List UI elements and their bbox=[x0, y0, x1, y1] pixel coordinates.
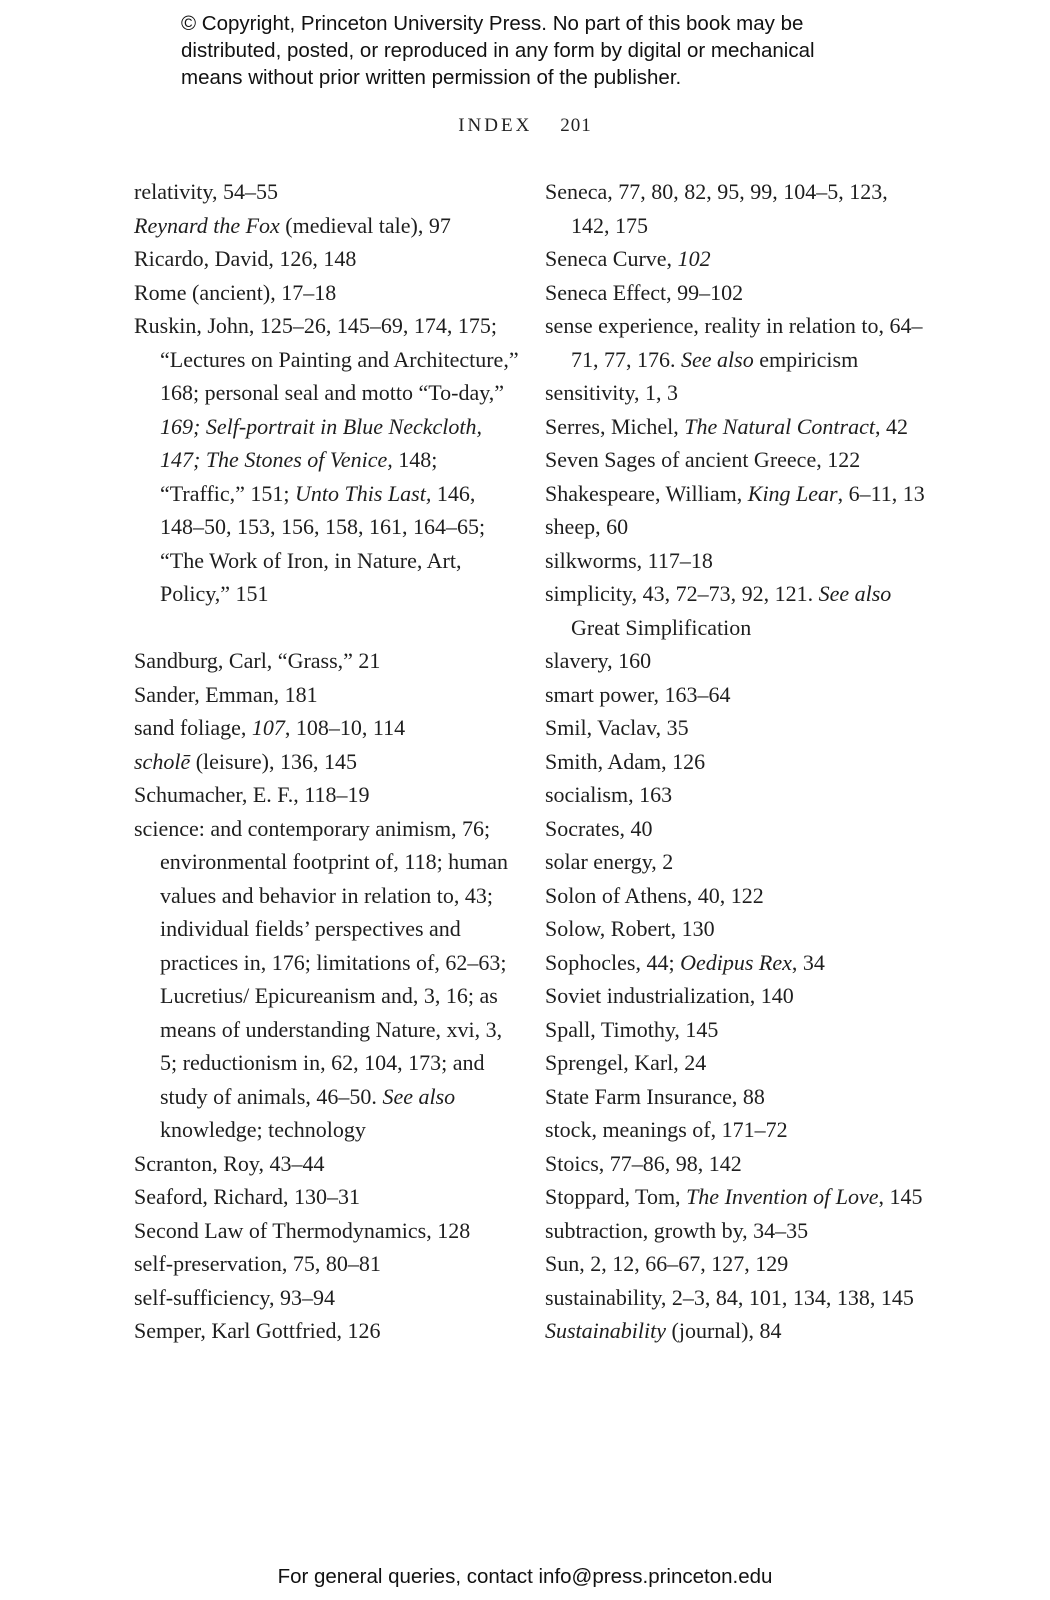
index-entry: smart power, 163–64 bbox=[545, 681, 731, 707]
index-entry: Spall, Timothy, 145 bbox=[545, 1016, 719, 1042]
index-entry: Shakespeare, William, King Lear, 6–11, 13 bbox=[545, 480, 925, 506]
index-entry: science: and contemporary animism, 76; environmental footprint of, 118; human values and behavior in relation to, 43; individual fields’ perspectives and practices in, 176; limitations of, 62–63; Lucretius/ Epicureanism and, 3, 16; as means of understanding Nature, xvi, 3, 5; reductionism in, 62, 104, 173; and study of animals, 46–50. See also knowledge; technology bbox=[134, 815, 509, 1142]
index-entry: Reynard the Fox (medieval tale), 97 bbox=[134, 212, 451, 238]
running-head bbox=[0, 115, 1050, 137]
copyright-line: distributed, posted, or reproduced in any form by digital or mechanical bbox=[181, 39, 815, 62]
index-entry: Sander, Emman, 181 bbox=[134, 681, 318, 707]
index-entry: Stoics, 77–86, 98, 142 bbox=[545, 1150, 742, 1176]
index-entry: sustainability, 2–3, 84, 101, 134, 138, 145 bbox=[545, 1284, 914, 1310]
index-entry: Serres, Michel, The Natural Contract, 42 bbox=[545, 413, 908, 439]
index-entry: Stoppard, Tom, The Invention of Love, 145 bbox=[545, 1184, 923, 1209]
index-entry: sense experience, reality in relation to, 64–71, 77, 176. See also empiricism bbox=[545, 313, 923, 372]
index-entry: socialism, 163 bbox=[545, 782, 673, 807]
index-entry: Seneca Curve, 102 bbox=[545, 246, 711, 271]
index-entry: Sprengel, Karl, 24 bbox=[545, 1050, 707, 1075]
index-entry: Socrates, 40 bbox=[545, 815, 653, 841]
index-entry: Semper, Karl Gottfried, 126 bbox=[134, 1318, 381, 1343]
index-entry: sensitivity, 1, 3 bbox=[545, 380, 679, 405]
index-column-right bbox=[545, 175, 925, 1348]
index-entry: sand foliage, 107, 108–10, 114 bbox=[134, 715, 406, 740]
index-entry: relativity, 54–55 bbox=[134, 179, 278, 204]
index-entry: Seven Sages of ancient Greece, 122 bbox=[545, 447, 861, 472]
index-entry: Solon of Athens, 40, 122 bbox=[545, 882, 764, 908]
index-entry: self-preservation, 75, 80–81 bbox=[134, 1251, 381, 1276]
index-entry: slavery, 160 bbox=[545, 648, 652, 673]
index-entry: simplicity, 43, 72–73, 92, 121. See also Great Simplification bbox=[545, 581, 892, 640]
index-entry: Soviet industrialization, 140 bbox=[545, 983, 794, 1008]
index-entry: State Farm Insurance, 88 bbox=[545, 1083, 765, 1109]
index-column-left bbox=[134, 175, 524, 1348]
index-entry: self-sufficiency, 93–94 bbox=[134, 1284, 335, 1310]
index-entry: Second Law of Thermodynamics, 128 bbox=[134, 1217, 471, 1243]
copyright-line: means without prior written permission of the publisher. bbox=[181, 66, 682, 89]
index-entry: Sandburg, Carl, “Grass,” 21 bbox=[134, 648, 381, 673]
index-entry: Seaford, Richard, 130–31 bbox=[134, 1184, 361, 1209]
index-entry: Sun, 2, 12, 66–67, 127, 129 bbox=[545, 1251, 789, 1276]
index-entry: solar energy, 2 bbox=[545, 849, 674, 874]
index-entry: Sophocles, 44; Oedipus Rex, 34 bbox=[545, 949, 825, 975]
index-entry: sheep, 60 bbox=[545, 514, 629, 539]
index-entry: Smith, Adam, 126 bbox=[545, 748, 706, 774]
index-entry: scholē (leisure), 136, 145 bbox=[134, 748, 357, 774]
index-entry: Rome (ancient), 17–18 bbox=[134, 279, 337, 305]
copyright-line: © Copyright, Princeton University Press. No part of this book may be bbox=[181, 12, 804, 35]
page-number: 201 bbox=[560, 115, 592, 136]
index-entry: Seneca, 77, 80, 82, 95, 99, 104–5, 123, 142, 175 bbox=[545, 179, 888, 238]
index-entry: Sustainability (journal), 84 bbox=[545, 1318, 782, 1343]
index-entry: Solow, Robert, 130 bbox=[545, 916, 715, 941]
index-entry: stock, meanings of, 171–72 bbox=[545, 1117, 788, 1142]
index-entry: Ruskin, John, 125–26, 145–69, 174, 175; “Lectures on Painting and Architecture,” 168; personal seal and motto “To-day,” 169; Self-portrait in Blue Neckcloth, 147; The Stones of Venice, 148; “Traffic,” 151; Unto This Last, 146, 148–50, 153, 156, 158, 161, 164–65; “The Work of Iron, in Nature, Art, Policy,” 151 bbox=[134, 313, 519, 606]
index-entry: Scranton, Roy, 43–44 bbox=[134, 1150, 325, 1176]
index-entry: Schumacher, E. F., 118–19 bbox=[134, 782, 370, 807]
index-entry: subtraction, growth by, 34–35 bbox=[545, 1217, 809, 1243]
section-title: INDEX bbox=[458, 115, 533, 136]
index-entry: Seneca Effect, 99–102 bbox=[545, 279, 744, 305]
index-entry: Ricardo, David, 126, 148 bbox=[134, 246, 357, 271]
footer-contact: For general queries, contact info@press.princeton.edu bbox=[277, 1565, 773, 1588]
index-entry: Smil, Vaclav, 35 bbox=[545, 715, 689, 740]
copyright-notice bbox=[181, 10, 941, 91]
index-entry: silkworms, 117–18 bbox=[545, 547, 713, 573]
